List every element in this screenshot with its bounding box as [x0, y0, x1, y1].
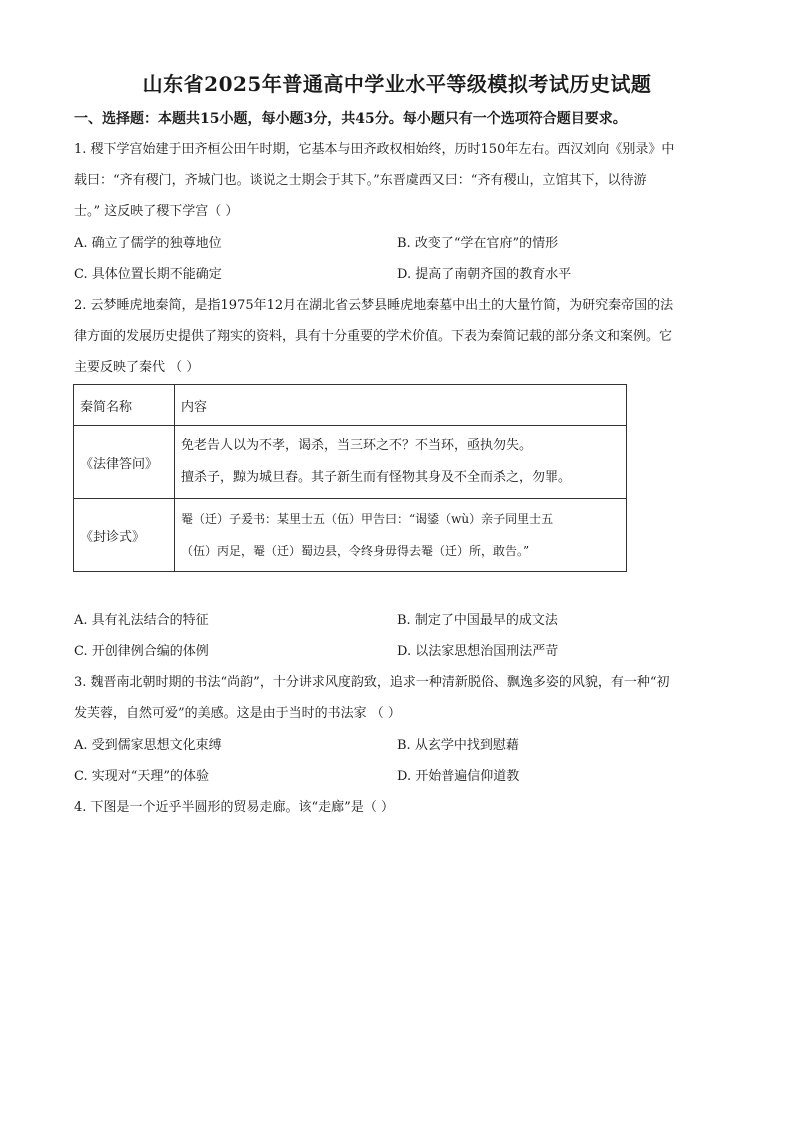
content-line: 罨（迁）子爰书：某里士五（伍）甲告曰：“谒鋈（wù）亲子同里士五	[181, 512, 554, 526]
question-3-line: 3. 魏晋南北朝时期的书法“尚韵”，十分讲求风度韵致，追求一种清新脱俗、飘逸多姿的风貌，有一种“初	[74, 675, 670, 690]
table-cell-content	[175, 499, 627, 572]
question-1-line: 1. 稷下学宫始建于田齐桓公田午时期，它基本与田齐政权相始终，历时150年左右。西汉刘向《别录》中	[74, 142, 675, 157]
table-cell-slip-name: 《封诊式》	[74, 499, 175, 572]
table-cell-slip-name: 《法律答问》	[74, 426, 175, 499]
question-2-line: 2. 云梦睡虎地秦简，是指1975年12月在湖北省云梦县睡虎地秦墓中出土的大量竹简，为研究秦帝国的法	[74, 298, 674, 313]
question-2-option-d[interactable]: D. 以法家思想治国刑法严苛	[397, 644, 559, 659]
question-1-line: 载曰：“齐有稷门，齐城门也。谈说之士期会于其下。”东晋虞西又曰：“齐有稷山，立馆其下，以待游	[74, 173, 647, 188]
question-2-option-a[interactable]: A. 具有礼法结合的特征	[74, 613, 209, 628]
content-line: 免老告人以为不孝，谒杀，当三环之不？不当环，亟执勿失。	[181, 438, 533, 453]
question-2-line: 主要反映了秦代 （ ）	[74, 360, 200, 375]
question-2-line: 律方面的发展历史提供了翔实的资料，具有十分重要的学术价值。下表为秦简记载的部分条文和案例。它	[74, 329, 673, 344]
table-header-cell: 内容	[175, 385, 627, 426]
question-2-option-b[interactable]: B. 制定了中国最早的成文法	[397, 613, 558, 628]
question-3-option-b[interactable]: B. 从玄学中找到慰藉	[397, 738, 519, 753]
question-1-options-row-2	[74, 259, 724, 290]
table-row	[74, 499, 627, 572]
question-3-options-row-1	[74, 730, 724, 761]
question-3-options-row-2	[74, 761, 724, 792]
table-row	[74, 426, 627, 499]
question-1-option-b[interactable]: B. 改变了“学在官府”的情形	[397, 236, 559, 251]
question-2-stem	[74, 290, 724, 383]
table-header-row	[74, 385, 627, 426]
question-3-option-d[interactable]: D. 开始普遍信仰道教	[397, 769, 520, 784]
question-3-line: 发芙蓉，自然可爱”的美感。这是由于当时的书法家 （ ）	[74, 706, 401, 721]
question-1-option-d[interactable]: D. 提高了南朝齐国的教育水平	[397, 267, 572, 282]
qin-slips-table	[73, 384, 627, 572]
content-line: （伍）丙足，罨（迁）蜀边县，令终身毋得去罨（迁）所，敢告。”	[181, 544, 530, 558]
question-4-stem	[74, 792, 724, 823]
table-cell-content	[175, 426, 627, 499]
question-1-option-c[interactable]: C. 具体位置长期不能确定	[74, 267, 222, 282]
question-2-options-row-1	[74, 605, 724, 636]
question-3-option-a[interactable]: A. 受到儒家思想文化束缚	[74, 738, 222, 753]
section-heading: 一、选择题：本题共15小题，每小题3分，共45分。每小题只有一个选项符合题目要求。	[74, 111, 627, 127]
table-header-cell: 秦简名称	[74, 385, 175, 426]
question-1-options-row-1	[74, 228, 724, 259]
question-1-stem	[74, 134, 724, 227]
question-3-stem	[74, 667, 724, 729]
question-2-option-c[interactable]: C. 开创律例合编的体例	[74, 644, 209, 659]
question-3-option-c[interactable]: C. 实现对“天理”的体验	[74, 769, 210, 784]
question-1-option-a[interactable]: A. 确立了儒学的独尊地位	[74, 236, 222, 251]
question-2-options-row-2	[74, 636, 724, 667]
question-4-line: 4. 下图是一个近乎半圆形的贸易走廊。该“走廊”是（ ）	[74, 800, 394, 815]
question-1-line: 士。” 这反映了稷下学宫（ ）	[74, 204, 239, 219]
exam-title: 山东省2025年普通高中学业水平等级模拟考试历史试题	[142, 72, 652, 96]
content-line: 擅杀子，黥为城旦舂。其子新生而有怪物其身及不全而杀之，勿罪。	[181, 470, 572, 485]
